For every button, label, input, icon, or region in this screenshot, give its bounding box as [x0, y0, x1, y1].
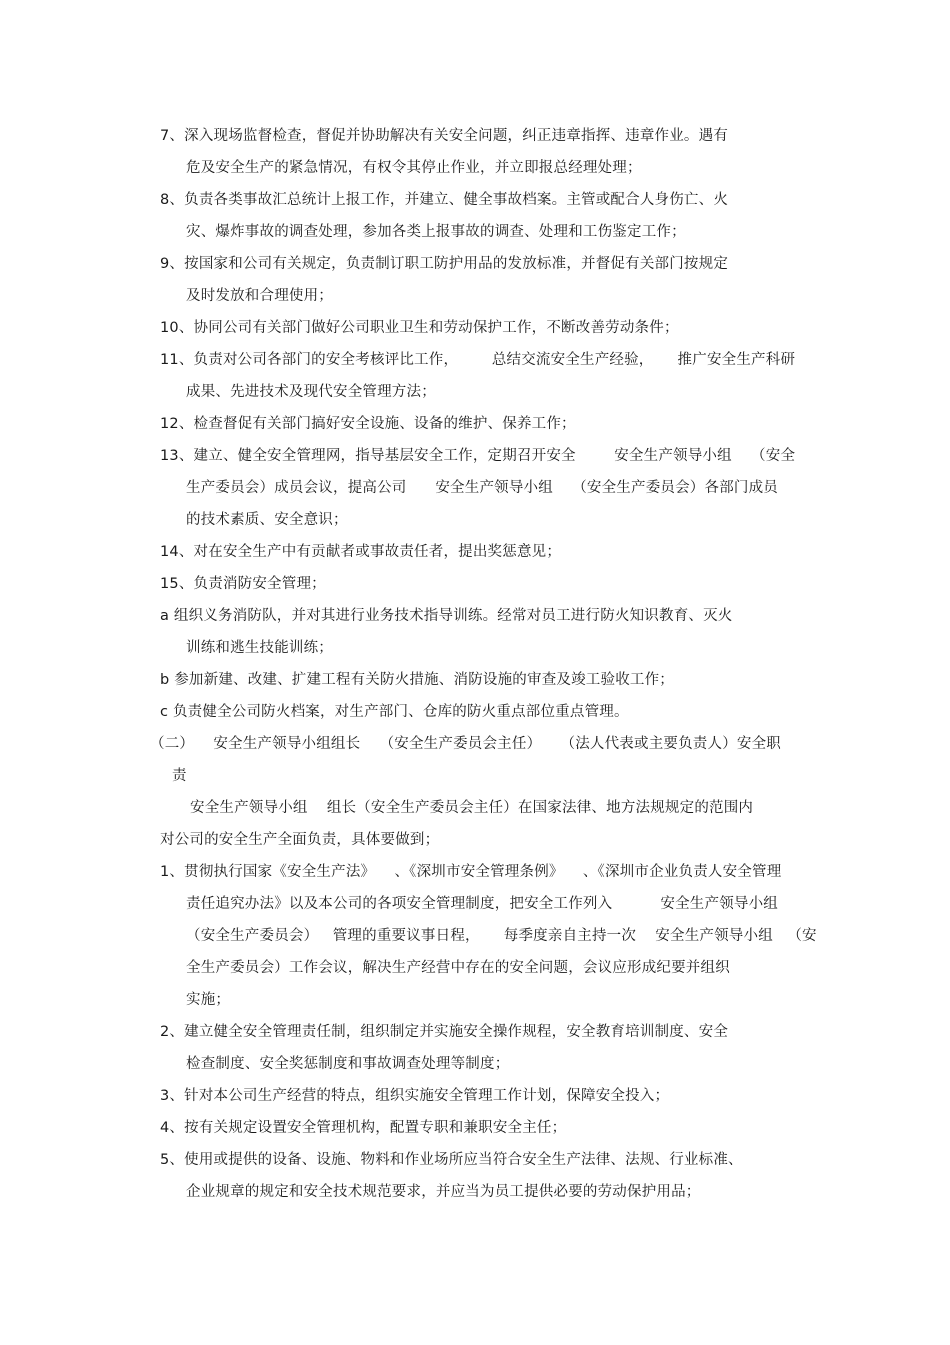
item-7-line-2: 危及安全生产的紧急情况，有权令其停止作业，并立即报总经理处理；	[186, 160, 642, 176]
duty-1-line-3: （安全生产委员会） 管理的重要议事日程， 每季度亲自主持一次 安全生产领导小组 （安	[186, 928, 817, 944]
item-8-line-2: 灾、爆炸事故的调查处理，参加各类上报事故的调查、处理和工伤鉴定工作；	[186, 224, 686, 240]
sub-item-a-line-1: a 组织义务消防队，并对其进行业务技术指导训练。经常对员工进行防火知识教育、灭火	[160, 608, 733, 624]
item-13-line-3: 的技术素质、安全意识；	[186, 512, 348, 528]
duty-4-line-1: 4、按有关规定设置安全管理机构，配置专职和兼职安全主任；	[160, 1120, 567, 1136]
duty-1-line-1: 1、贯彻执行国家《安全生产法》 、《深圳市安全管理条例》 、《深圳市企业负责人安全管理	[160, 864, 782, 880]
item-13-line-2: 生产委员会）成员会议，提高公司 安全生产领导小组 （安全生产委员会）各部门成员	[186, 480, 778, 496]
duty-5-line-1: 5、使用或提供的设备、设施、物料和作业场所应当符合安全生产法律、法规、行业标准、	[160, 1152, 743, 1168]
item-9-line-1: 9、按国家和公司有关规定，负责制订职工防护用品的发放标准，并督促有关部门按规定	[160, 256, 729, 272]
intro-paragraph-line-1: 安全生产领导小组 组长（安全生产委员会主任）在国家法律、地方法规规定的范围内	[190, 800, 754, 816]
duty-1-line-4: 全生产委员会）工作会议，解决生产经营中存在的安全问题，会议应形成纪要并组织	[186, 960, 730, 976]
sub-item-c-line-1: c 负责健全公司防火档案，对生产部门、仓库的防火重点部位重点管理。	[160, 704, 629, 720]
item-15-line-1: 15、负责消防安全管理；	[160, 576, 326, 592]
item-14-line-1: 14、对在安全生产中有贡献者或事故责任者，提出奖惩意见；	[160, 544, 562, 560]
duty-3-line-1: 3、针对本公司生产经营的特点，组织实施安全管理工作计划，保障安全投入；	[160, 1088, 670, 1104]
sub-item-b-line-1: b 参加新建、改建、扩建工程有关防火措施、消防设施的审查及竣工验收工作；	[160, 672, 675, 688]
sub-item-a-line-2: 训练和逃生技能训练；	[186, 640, 333, 656]
duty-1-line-2: 责任追究办法》以及本公司的各项安全管理制度，把安全工作列入 安全生产领导小组	[186, 896, 778, 912]
item-8-line-1: 8、负责各类事故汇总统计上报工作，并建立、健全事故档案。主管或配合人身伤亡、火	[160, 192, 729, 208]
intro-paragraph-line-2: 对公司的安全生产全面负责，具体要做到；	[160, 832, 440, 848]
item-13-line-1: 13、建立、健全安全管理网，指导基层安全工作，定期召开安全 安全生产领导小组 （安全	[160, 448, 796, 464]
item-9-line-2: 及时发放和合理使用；	[186, 288, 333, 304]
item-10-line-1: 10、协同公司有关部门做好公司职业卫生和劳动保护工作，不断改善劳动条件；	[160, 320, 679, 336]
duty-1-line-5: 实施；	[186, 992, 231, 1008]
item-11-line-1: 11、负责对公司各部门的安全考核评比工作， 总结交流安全生产经验， 推广安全生产科研	[160, 352, 796, 368]
duty-2-line-1: 2、建立健全安全管理责任制，组织制定并实施安全操作规程，安全教育培训制度、安全	[160, 1024, 729, 1040]
item-12-line-1: 12、检查督促有关部门搞好安全设施、设备的维护、保养工作；	[160, 416, 576, 432]
item-7-line-1: 7、深入现场监督检查，督促并协助解决有关安全问题，纠正违章指挥、违章作业。遇有	[160, 128, 729, 144]
item-11-line-2: 成果、先进技术及现代安全管理方法；	[186, 384, 436, 400]
section-heading-line-2: 责	[172, 768, 187, 784]
duty-2-line-2: 检查制度、安全奖惩制度和事故调查处理等制度；	[186, 1056, 510, 1072]
section-heading-line-1: （二） 安全生产领导小组组长 （安全生产委员会主任） （法人代表或主要负责人）安全职	[150, 736, 782, 752]
duty-5-line-2: 企业规章的规定和安全技术规范要求，并应当为员工提供必要的劳动保护用品；	[186, 1184, 701, 1200]
